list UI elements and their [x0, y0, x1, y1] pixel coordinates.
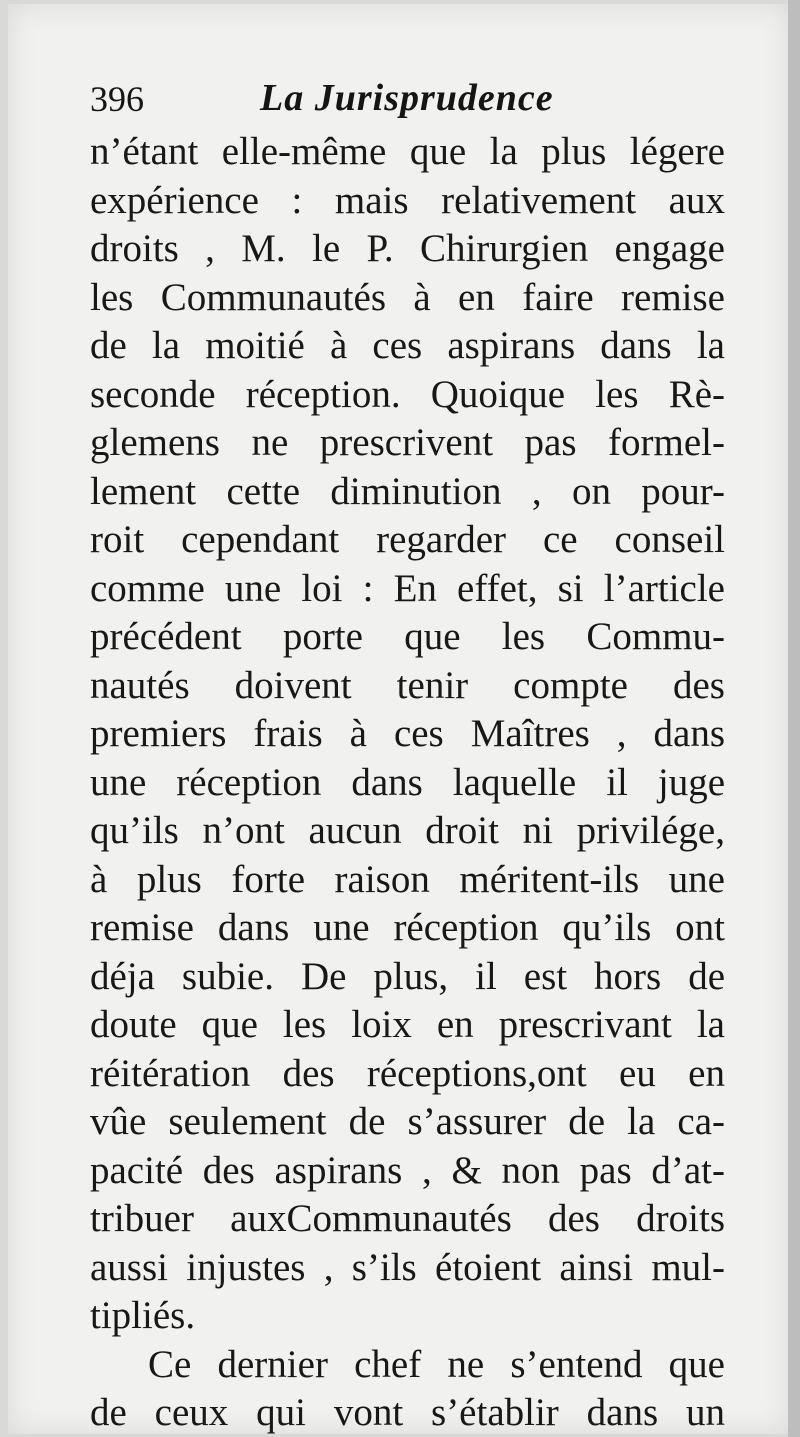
text-line: tipliés.: [90, 1294, 196, 1337]
text-line: seconde réception. Quoique les Rè-: [90, 372, 725, 416]
page-edge-shadow: [788, 0, 800, 1437]
text-line: déja subie. De plus, il est hors de: [90, 954, 725, 998]
text-line: remise dans une réception qu’ils ont: [90, 906, 725, 949]
text-line: premiers frais à ces Maîtres , dans: [90, 712, 725, 755]
text-line: précédent porte que les Commu-: [90, 615, 725, 658]
text-line: vûe seulement de s’assurer de la ca-: [90, 1100, 725, 1143]
paragraph-start-line: Ce dernier chef ne s’entend que: [148, 1342, 725, 1386]
running-title: La Jurisprudence: [260, 77, 554, 119]
text-line: lement cette diminution , on pour-: [90, 469, 725, 513]
body-text: [90, 128, 725, 1434]
text-line: comme une loi : En effet, si l’article: [90, 566, 725, 610]
text-line: aussi injustes , s’ils étoient ainsi mul-: [90, 1245, 725, 1289]
text-line: roit cependant regarder ce conseil: [90, 518, 725, 561]
text-line: tribuer auxCommunautés des droits: [90, 1197, 725, 1240]
text-line: de la moitié à ces aspirans dans la: [90, 324, 725, 367]
text-line: de ceux qui vont s’établir dans un: [90, 1391, 725, 1434]
page-header: [90, 72, 730, 132]
text-line: droits , M. le P. Chirurgien engage: [90, 227, 725, 270]
text-line: doute que les loix en prescrivant la: [90, 1003, 725, 1046]
text-line: réitération des réceptions,ont eu en: [90, 1051, 725, 1095]
text-line: qu’ils n’ont aucun droit ni privilége,: [90, 809, 725, 852]
page-number: 396: [90, 79, 144, 119]
text-line: à plus forte raison méritent-ils une: [90, 857, 725, 901]
text-line: nautés doivent tenir compte des: [90, 663, 725, 707]
text-line: les Communautés à en faire remise: [90, 275, 725, 319]
text-line: pacité des aspirans , & non pas d’at-: [90, 1148, 725, 1192]
book-page: [8, 4, 790, 1434]
text-line: n’étant elle-même que la plus légere: [90, 130, 725, 173]
text-line: une réception dans laquelle il juge: [90, 760, 725, 804]
text-line: glemens ne prescrivent pas formel-: [90, 421, 725, 464]
text-line: expérience : mais relativement aux: [90, 178, 725, 222]
